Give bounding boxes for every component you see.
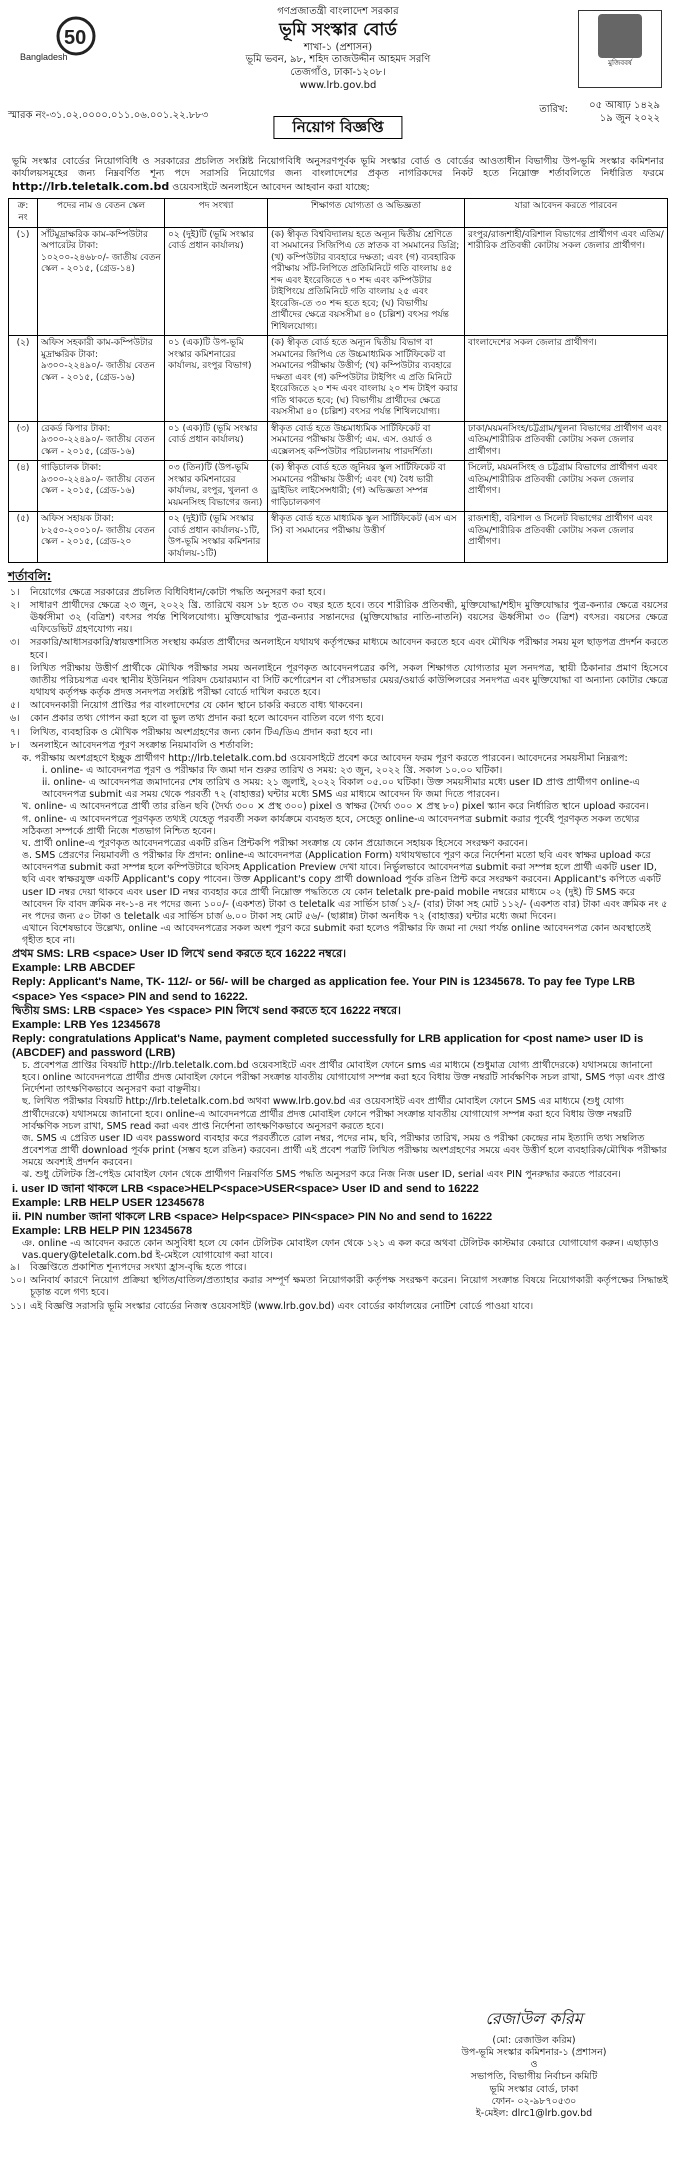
cell-post: অফিস সহায়ক টাকা: ৮২৫০-২০০১০/- জাতীয় বেতন স্কেল - ২০১৫, (গ্রেড-২০ (38, 512, 165, 563)
portrait-image (598, 14, 642, 58)
cell-who: ঢাকা/ময়মনসিংহ/চট্টগ্রাম/খুলনা বিভাগের প্রার্থীগণ এবং এতিম/শারীরিক প্রতিবন্ধী কোটায় সকল জেলার প্রার্থীগণ। (465, 421, 668, 461)
cell-who: সিলেট, ময়মনসিংহ ও চট্টগ্রাম বিভাগের প্রার্থীগণ এবং এতিম/শারীরিক প্রতিবন্ধী কোটায় সকল জেলার প্রার্থীগণ। (465, 461, 668, 512)
application-steps (8, 753, 668, 948)
cell-qual: স্বীকৃত বোর্ড হতে মাধ্যমিক স্কুল সার্টিফিকেট (এস এস সি) বা সমমানের পরীক্ষায় উত্তীর্ণ (268, 512, 465, 563)
table-row (9, 227, 668, 336)
cell-count: ০১ (এক)টি উপ-ভূমি সংস্কার কমিশনারের কার্যালয়, রংপুর বিভাগ) (165, 336, 268, 422)
signatory-email[interactable]: ই-মেইল: dlrc1@lrb.gov.bd (475, 2107, 593, 2119)
condition-item: ৩। সরকারি/আধাসরকারি/স্বায়ত্তশাসিত সংস্থায় কর্মরত প্রার্থীদের অনলাইনে যথাযথ কর্তৃপক্ষের মাধ্যমে আবেদন করতে হবে এবং মৌখিক পরীক্ষার সময় মূল ছাড়পত্র প্রদর্শন করতে হবে। (10, 637, 668, 661)
sms-line: Example: LRB ABCDEF (12, 962, 136, 975)
condition-item: ১। নিয়োগের ক্ষেত্রে সরকারের প্রচলিত বিধিবিধান/কোটা পদ্ধতি অনুসরণ করা হবে। (10, 586, 326, 598)
government-line: গণপ্রজাতন্ত্রী বাংলাদেশ সরকার (277, 6, 399, 17)
sms-line: Example: LRB HELP PIN 12345678 (12, 1224, 193, 1237)
address-line-1: ভূমি ভবন, ৯৮, শহিদ তাজউদ্দীন আহমদ সরণি (245, 54, 431, 66)
sms-line: দ্বিতীয় SMS: LRB <space> Yes <space> PIN লিখে send করতে হবে 16222 নম্বরে। (12, 1004, 401, 1017)
table-row (9, 421, 668, 461)
cell-no: (১) (9, 227, 38, 336)
instruction-item: ছ. লিখিত পরীক্ষার বিষয়টি http://lrb.teletalk.com.bd অথবা www.lrb.gov.bd এর ওয়েবসাইট এবং প্রার্থীর মোবাইল ফোনে SMS এর মাধ্যমে (শুধু যোগ্য প্রার্থীদেরকে) যথাসময়ে জানানো হবে। online-এ আবেদনপত্রে প্রার্থীর প্রদত্ত মোবাইল ফোনে পরীক্ষা সংক্রান্ত যাবতীয় যোগাযোগ সম্পন্ন করা হবে বিধায় উক্ত নম্বরটি সার্বক্ষণিক সচল রাখা, SMS read করা এবং প্রাপ্ত নির্দেশনা তাৎক্ষণিকভাবে অনুসরণ করতে হবে। (22, 1096, 632, 1132)
sms-line: ii. PIN number জানা থাকলে LRB <space> Help<space> PIN<space> PIN No and send to 16222 (12, 1210, 493, 1223)
cell-count: ০৩ (তিন)টি (উপ-ভূমি সংস্কার কমিশনারের কার্যালয়, রংপুর, খুলনা ও ময়মনসিংহ বিভাগের জন্য) (165, 461, 268, 512)
posts-table (8, 198, 668, 563)
sms-line: প্রথম SMS: LRB <space> User ID লিখে send করতে হবে 16222 নম্বরে। (12, 948, 347, 961)
more-instructions (8, 1060, 668, 1182)
condition-item: ১১। এই বিজ্ঞপ্তি সরাসরি ভূমি সংস্কার বোর্ডের নিজস্ব ওয়েবসাইট (www.lrb.gov.bd) এবং বোর্ডের কার্যালয়ের নোটিশ বোর্ডে পাওয়া যাবে। (10, 1300, 534, 1312)
cell-post: রেকর্ড কিপার টাকা: ৯৩০০-২২৪৯০/- জাতীয় বেতন স্কেল - ২০১৫, (গ্রেড-১৬) (38, 421, 165, 461)
sms-line: Example: LRB Yes 12345678 (12, 1018, 161, 1031)
instruction-item: এখানে বিশেষভাবে উল্লেখ্য, online -এ আবেদনপত্রের সকল অংশ পূরণ করে submit করা হলেও পরীক্ষার ফি জমা না দেয়া পর্যন্ত online আবেদনপত্র কোন অবস্থাতেই গৃহীত হবে না। (22, 923, 651, 947)
svg-text:50: 50 (64, 27, 87, 49)
instruction-item: খ. online- এ আবেদনপত্রে প্রার্থী তার রঙিন ছবি (দৈর্ঘ্য ৩০০ × প্রস্থ ৩০০) pixel ও স্বাক্ষর (দৈর্ঘ্য ৩০০ × প্রস্থ ৮০) pixel স্ক্যান করে নির্ধারিত স্থানে upload করবেন। (22, 801, 649, 813)
condition-item: ১০। অনিবার্য কারণে নিয়োগ প্রক্রিয়া স্থগিত/বাতিল/প্রত্যাহার করার সম্পূর্ণ ক্ষমতা নিয়োগকারী কর্তৃপক্ষ সংরক্ষণ করেন। নিয়োগ সংক্রান্ত বিষয়ে নিয়োগকারী কর্তৃপক্ষের সিদ্ধান্তই চূড়ান্ত বলে গণ্য হবে। (10, 1275, 668, 1299)
cell-qual: (ক) স্বীকৃত বোর্ড হতে জুনিয়র স্কুল সার্টিফিকেট বা সমমানের পরীক্ষায় উত্তীর্ণ; এবং (খ) বৈধ ভারী ড্রাইভিং লাইসেন্সধারী; (গ) অভিজ্ঞতা সম্পন্ন গাড়িচালকগণ (268, 461, 465, 512)
instruction-item: ক. পরীক্ষায় অংশগ্রহণে ইচ্ছুক প্রার্থীগণ http://lrb.teletalk.com.bd ওয়েবসাইটে প্রবেশ করে আবেদন ফরম পূরণ করতে পারবেন। আবেদনের সময়সীমা নিম্নরূপ: (22, 752, 628, 764)
cell-no: (৫) (9, 512, 38, 563)
instruction-item: জ. SMS এ প্রেরিত user ID এবং password ব্যবহার করে পরবর্তীতে রোল নম্বর, পদের নাম, ছবি, পরীক্ষার তারিখ, সময় ও পরীক্ষা কেন্দ্রের নাম ইত্যাদি তথ্য সম্বলিত প্রবেশপত্র প্রার্থী download পূর্বক print (সম্ভব হলে রঙিন) করবেন। প্রার্থী এই প্রবেশ পত্রটি লিখিত পরীক্ষায় অংশগ্রহণের সময়ে এবং উত্তীর্ণ হলে ব্যবহারিক/মৌখিক পরীক্ষার সময়ে অবশ্যই প্রদর্শন করবেন। (22, 1132, 667, 1169)
mujib-year-logo: মুজিববর্ষ (578, 10, 662, 88)
notice-page (8, 6, 668, 2156)
sms-line: i. user ID জানা থাকলে LRB <space>HELP<space>USER<space> User ID and send to 16222 (12, 1182, 479, 1195)
condition-item: ৪। লিখিত পরীক্ষায় উত্তীর্ণ প্রার্থীকে মৌখিক পরীক্ষার সময় অনলাইনে পূরণকৃত আবেদনপত্রের কপি, সকল শিক্ষাগত যোগ্যতার মূল সনদপত্র, স্থায়ী ঠিকানার প্রমাণ হিসেবে জাতীয় পরিচয়পত্র এবং স্থানীয় ইউনিয়ন পরিষদ চেয়ারম্যান বা সিটি কর্পোরেশন বা পৌরসভার মেয়র/ওয়ার্ড কাউন্সিলরের সনদপত্র এবং মুক্তিযোদ্ধা বা অন্যান্য কোটার ক্ষেত্রে যথাযথ কর্তৃপক্ষ কর্তৃক প্রদত্ত সনদপত্র সংশ্লিষ্ট পরীক্ষা বোর্ডে দাখিল করতে হবে। (10, 662, 668, 699)
condition-item: ৬। কোন প্রকার তথ্য গোপন করা হলে বা ভুল তথ্য প্রদান করা হলে আবেদন বাতিল বলে গণ্য হবে। (10, 713, 384, 725)
cell-count: ০২ (দুই)টি (ভূমি সংস্কার বোর্ড প্রধান কার্যালয়-১টি, উপ-ভূমি সংস্কার কমিশনার কার্যালয়-১টি) (165, 512, 268, 563)
condition-item: ২। সাধারণ প্রার্থীদের ক্ষেত্রে ২৩ জুন, ২০২২ খ্রি. তারিখে বয়স ১৮ হতে ৩০ বছর হতে হবে। তবে শারীরিক প্রতিবন্ধী, মুক্তিযোদ্ধা/শহীদ মুক্তিযোদ্ধার পুত্র-কন্যার ক্ষেত্রে বয়সের ঊর্ধ্বসীমা ৩২ (বত্রিশ) বৎসর পর্যন্ত শিথিলযোগ্য। মুক্তিযোদ্ধার পুত্র-কন্যার সন্তানদের (মুক্তিযোদ্ধার নাতি-নাতনি) বয়সের ঊর্ধ্বসীমা ৩০ (ত্রিশ) বৎসর। বয়সের ক্ষেত্রে এফিডেভিট গ্রহণযোগ্য নয়। (10, 599, 668, 636)
cell-no: (৩) (9, 421, 38, 461)
condition-item: ৯। বিজ্ঞপ্তিতে প্রকাশিত শূন্যপদের সংখ্যা হ্রাস-বৃদ্ধি হতে পারে। (10, 1262, 247, 1274)
instruction-item: ii. online- এ আবেদনপত্র জমাদানের শেষ তারিখ ও সময়: ২১ জুলাই, ২০২২ বিকাল ০৫.০০ ঘটিকা। উক্ত সময়সীমার মধ্যে user ID প্রাপ্ত প্রার্থীগণ online-এ আবেদনপত্র submit এর সময় থেকে পরবর্তী ৭২ (বাহাত্তর) ঘন্টার মধ্যে SMS এর মাধ্যমে আবেদন ফি জমা দিতে পারবেন। (42, 777, 640, 801)
conditions-list (8, 587, 668, 752)
anniversary-logo (16, 14, 104, 64)
cell-post: গাড়িচালক টাকা: ৯৩০০-২২৪৯০/- জাতীয় বেতন স্কেল - ২০১৫, (গ্রেড-১৬) (38, 461, 165, 512)
intro-paragraph: ভূমি সংস্কার বোর্ডের নিয়োগবিধি ও সরকারের প্রচলিত সংশ্লিষ্ট নিয়োগবিধি অনুসরণপূর্বক ভূমি সংস্কার বোর্ড ও বোর্ডের আওতাধীন বিভাগীয় উপ-ভূমি সংস্কার কমিশনার কার্যালয়সমূহের জন্য নিম্নবর্ণিত শূন্য পদে সরাসরি নিয়োগের জন্য বাংলাদেশের প্রকৃত নাগরিকদের নিকট হতে নিম্নোক্ত শর্তাবলিতে নির্ধারিত ফরমে http://lrb.teletalk.com.bd ওয়েবসাইটে অনলাইনে আবেদন আহবান করা যাচ্ছে: (12, 156, 664, 194)
cell-qual: (ক) স্বীকৃত বিশ্ববিদ্যালয় হতে অন্যূন দ্বিতীয় শ্রেণিতে বা সমমানের সিজিপিএ তে স্নাতক বা সমমানের ডিগ্রি; (খ) কম্পিউটার ব্যবহারে দক্ষতা; এবং (গ) ব্যবহারিক পরীক্ষায় সাঁট-লিপিতে প্রতিমিনিটে গতি বাংলায় ৪৫ শব্দ এবং ইংরেজিতে ৭০ শব্দ এবং কম্পিউটার টাইপিংয়ে প্রতিমিনিটে গতি বাংলায় ২৫ এবং ইংরেজি-তে ৩০ শব্দ হতে হবে; (ঘ) বিভাগীয় প্রার্থীদের ক্ষেত্রে বয়সসীমা ৪০ (চল্লিশ) বৎসর পর্যন্ত শিথিলযোগ্য। (268, 227, 465, 336)
cell-qual: (ক) স্বীকৃত বোর্ড হতে অন্যূন দ্বিতীয় বিভাগ বা সমমানের জিপিএ তে উচ্চমাধ্যমিক সার্টিফিকেট বা সমমানের পরীক্ষায় উত্তীর্ণ; (খ) কম্পিউটার ব্যবহারে দক্ষতা এবং (গ) কম্পিউটার টাইপিং এ প্রতি মিনিটে ইংরেজিতে ২০ শব্দ এবং বাংলায় ২০ শব্দ টাইপ করার গতি থাকতে হবে; (ঘ) বিভাগীয় প্রার্থীদের ক্ষেত্রে বয়সসীমা ৪০ (চল্লিশ) বৎসর পর্যন্ত শিথিলযোগ্য। (268, 336, 465, 422)
signature-block: রেজাউল করিম (মো: রেজাউল করিম) উপ-ভূমি সংস্কার কমিশনার-১ (প্রশাসন) ও সভাপতি, বিভাগীয় নির্বাচন কমিটি ভূমি সংস্কার বোর্ড, ঢাকা ফোন- ০২-৯৮৭০৫৩০ ই-মেইল: dlrc1@lrb.gov.bd (424, 2009, 644, 2120)
address-line-2: তেজগাঁও, ঢাকা-১২০৮। (290, 67, 386, 79)
cell-who: রাজশাহী, বরিশাল ও সিলেট বিভাগের প্রার্থীগণ এবং এতিম/শারীরিক প্রতিবন্ধী কোটায় সকল জেলার প্রার্থীগণ। (465, 512, 668, 563)
cell-count: ০২ (দুই)টি (ভূমি সংস্কার বোর্ড প্রধান কার্যালয়) (165, 227, 268, 336)
instruction-item: i. online- এ আবেদনপত্র পূরণ ও পরীক্ষার ফি জমা দান শুরুর তারিখ ও সময়: ২৩ জুন, ২০২২ খ্রি. সকাল ১০.০০ ঘটিকা। (42, 764, 503, 776)
sms-instructions (8, 947, 668, 1060)
sms-line: Example: LRB HELP USER 12345678 (12, 1196, 205, 1209)
instruction-item: ঘ. প্রার্থী online-এ পূরণকৃত আবেদনপত্রের একটি রঙিন প্রিন্টকপি পরীক্ষা সংক্রান্ত যে কোন প্রয়োজনে সহায়ক হিসেবে সংরক্ষণ করবেন। (22, 837, 528, 849)
date-block: ০৫ আষাঢ় ১৪২৯ ১৯ জুন ২০২২ (589, 100, 660, 124)
condition-item: ৭। লিখিত, ব্যবহারিক ও মৌখিক পরীক্ষায় অংশগ্রহণের জন্য কোন টিএ/ডিএ প্রদান করা হবে না। (10, 726, 373, 738)
cell-post: সাঁটমুদ্রাক্ষরিক কাম-কম্পিউটার অপারেটর টাকা: ১০২০০-২৪৬৮০/- জাতীয় বেতন স্কেল - ২০১৫, (গ্রেড-১৪) (38, 227, 165, 336)
cell-no: (২) (9, 336, 38, 422)
svg-text:Bangladesh: Bangladesh (20, 52, 68, 62)
instruction-item: ঝ. শুধু টেলিটক প্রি-পেইড মোবাইল ফোন থেকে প্রার্থীগণ নিম্নবর্ণিত SMS পদ্ধতি অনুসরণ করে নিজ নিজ user ID, serial এবং PIN পুনরুদ্ধার করতে পারবেন। (22, 1169, 621, 1181)
notice-title: নিয়োগ বিজ্ঞপ্তি (273, 116, 402, 139)
branch-name: শাখা-১ (প্রশাসন) (303, 41, 373, 53)
sms-line: Reply: congratulations Applicat's Name, payment completed successfully for LRB application for <post name> user ID is (ABCDEF) and password (LRB) (12, 1032, 644, 1059)
table-row (9, 461, 668, 512)
instruction-item: গ. online- এ আবেদনপত্রে পূরণকৃত তথ্যই যেহেতু পরবর্তী সকল কার্যক্রমে ব্যবহৃত হবে, সেহেতু online-এ আবেদনপত্র submit করার পূর্বেই পূরণকৃত সকল তথ্যের সঠিকতা সম্পর্কে প্রার্থী নিজে শতভাগ নিশ্চিত হবেন। (22, 813, 640, 837)
reference-number: স্মারক নং-৩১.০২.০০০০.০১১.০৬.০০১.২২.৮৮৩ (8, 110, 209, 121)
table-row (9, 512, 668, 563)
header (8, 6, 668, 156)
cell-who: বাংলাদেশের সকল জেলার প্রার্থীগণ। (465, 336, 668, 422)
sms-line: Reply: Applicant's Name, TK- 112/- or 56/- will be charged as application fee. Your PIN is 12345678. To pay fee Type LRB <space> Yes <space> PIN and send to 16222. (12, 976, 636, 1003)
date-label: তারিখ: (539, 104, 568, 115)
condition-item: ৮। অনলাইনে আবেদনপত্র পূরণ সংক্রান্ত নিয়মাবলি ও শর্তাবলি: (10, 739, 254, 751)
cell-post: অফিস সহকারী কাম-কম্পিউটার মুদ্রাক্ষরিক টাকা: ৯৩০০-২২৪৯০/- জাতীয় বেতন স্কেল - ২০১৫, (গ্রেড-১৬) (38, 336, 165, 422)
instruction-item: চ. প্রবেশপত্র প্রাপ্তির বিষয়টি http://lrb.teletalk.com.bd ওয়েবসাইটে এবং প্রার্থীর মোবাইল ফোনে sms এর মাধ্যমে (শুধুমাত্র যোগ্য প্রার্থীদেরকে) যথাসময়ে জানানো হবে। online আবেদনপত্রে প্রার্থীর প্রদত্ত মোবাইল ফোনে পরীক্ষা সংক্রান্ত যাবতীয় যোগাযোগ সম্পন্ন করা হবে বিধায় উক্ত নম্বরটি সার্বক্ষণিক সচল রাখা, SMS পড়া এবং প্রাপ্ত নির্দেশনা তাৎক্ষণিকভাবে অনুসরণ করা বাঞ্ছনীয়। (22, 1059, 665, 1096)
instruction-item: ঞ. online -এ আবেদন করতে কোন অসুবিধা হলে যে কোন টেলিটক মোবাইল ফোন থেকে ১২১ এ কল করে অথবা টেলিটক কাস্টমার কেয়ারে যোগাযোগ করুন। এছাড়াও vas.query@teletalk.com.bd ই-মেইলে যোগাযোগ করা যাবে। (22, 1237, 659, 1261)
board-name: ভূমি সংস্কার বোর্ড (279, 19, 397, 40)
instruction-item: ঙ. SMS প্রেরণের নিয়মাবলী ও পরীক্ষার ফি প্রদান: online-এ আবেদনপত্র (Application Form) যথাযথভাবে পূরণ করে নির্দেশনা মতো ছবি এবং স্বাক্ষর upload করে আবেদনপত্র submit করা সম্পন্ন হলে কম্পিউটারে ছবিসহ Application Preview দেখা যাবে। নির্ভুলভাবে আবেদনপত্র submit করা সম্পন্ন হলে প্রার্থী একটি user ID, ছবি এবং স্বাক্ষরযুক্ত একটি Applicant's copy পাবেন। উক্ত Applicant's copy প্রার্থী download পূর্বক রঙিন প্রিন্ট করে সংরক্ষণ করবেন। Applicant's কপিতে একটি user ID নম্বর দেয়া থাকবে এবং user ID নম্বর ব্যবহার করে প্রার্থী নিম্নোক্ত পদ্ধতিতে যে কোন teletalk pre-paid mobile নম্বরের মাধ্যমে ০২ (দুই) টি SMS করে আবেদন ফি বাবদ ক্রমিক নং-১-৪ নং পদের জন্য ১০০/- (একশত) টাকা ও teletalk এর সার্ভিস চার্জ ১২/- (বার) টাকা সহ মোট ১১২/- (একশত বার) টাকা এবং ক্রমিক নং ৫ নং পদের জন্য ৫০ টাকা ও teletalk এর সার্ভিস চার্জ ৬.০০ টাকা সহ মোট ৫৬/- (ছাপ্পান্ন) টাকা অনধিক ৭২ (বাহাত্তর) ঘন্টার মধ্যে জমা দিবেন। (22, 850, 668, 922)
cell-who: রংপুর/রাজশাহী/বরিশাল বিভাগের প্রার্থীগণ এবং এতিম/শারীরিক প্রতিবন্ধী কোটায় সকল জেলার প্রার্থীগণ। (465, 227, 668, 336)
final-conditions (8, 1238, 668, 1313)
cell-no: (৪) (9, 461, 38, 512)
conditions-heading: শর্তাবলি: (8, 569, 52, 584)
recovery-instructions (8, 1182, 668, 1238)
cell-count: ০১ (এক)টি (ভূমি সংস্কার বোর্ড প্রধান কার্যালয়) (165, 421, 268, 461)
website-link[interactable]: www.lrb.gov.bd (299, 79, 377, 91)
cell-qual: স্বীকৃত বোর্ড হতে উচ্চমাধ্যমিক সার্টিফিকেট বা সমমানের পরীক্ষায় উত্তীর্ণ; এম. এস. ওয়ার্ড ও এক্সেলসহ কম্পিউটার পরিচালনায় পারদর্শিতা। (268, 421, 465, 461)
condition-item: ৫। আবেদনকারী নিয়োগ প্রাপ্তির পর বাংলাদেশের যে কোন স্থানে চাকরি করতে বাধ্য থাকবেন। (10, 700, 363, 712)
table-header-row: ক্র: নং পদের নাম ও বেতন স্কেল পদ সংখ্যা শিক্ষাগত যোগ্যতা ও অভিজ্ঞতা যারা আবেদন করতে পারবেন (9, 199, 668, 227)
signature: রেজাউল করিম (485, 2008, 583, 2028)
table-row (9, 336, 668, 422)
application-url[interactable]: http://lrb.teletalk.com.bd (12, 180, 170, 194)
